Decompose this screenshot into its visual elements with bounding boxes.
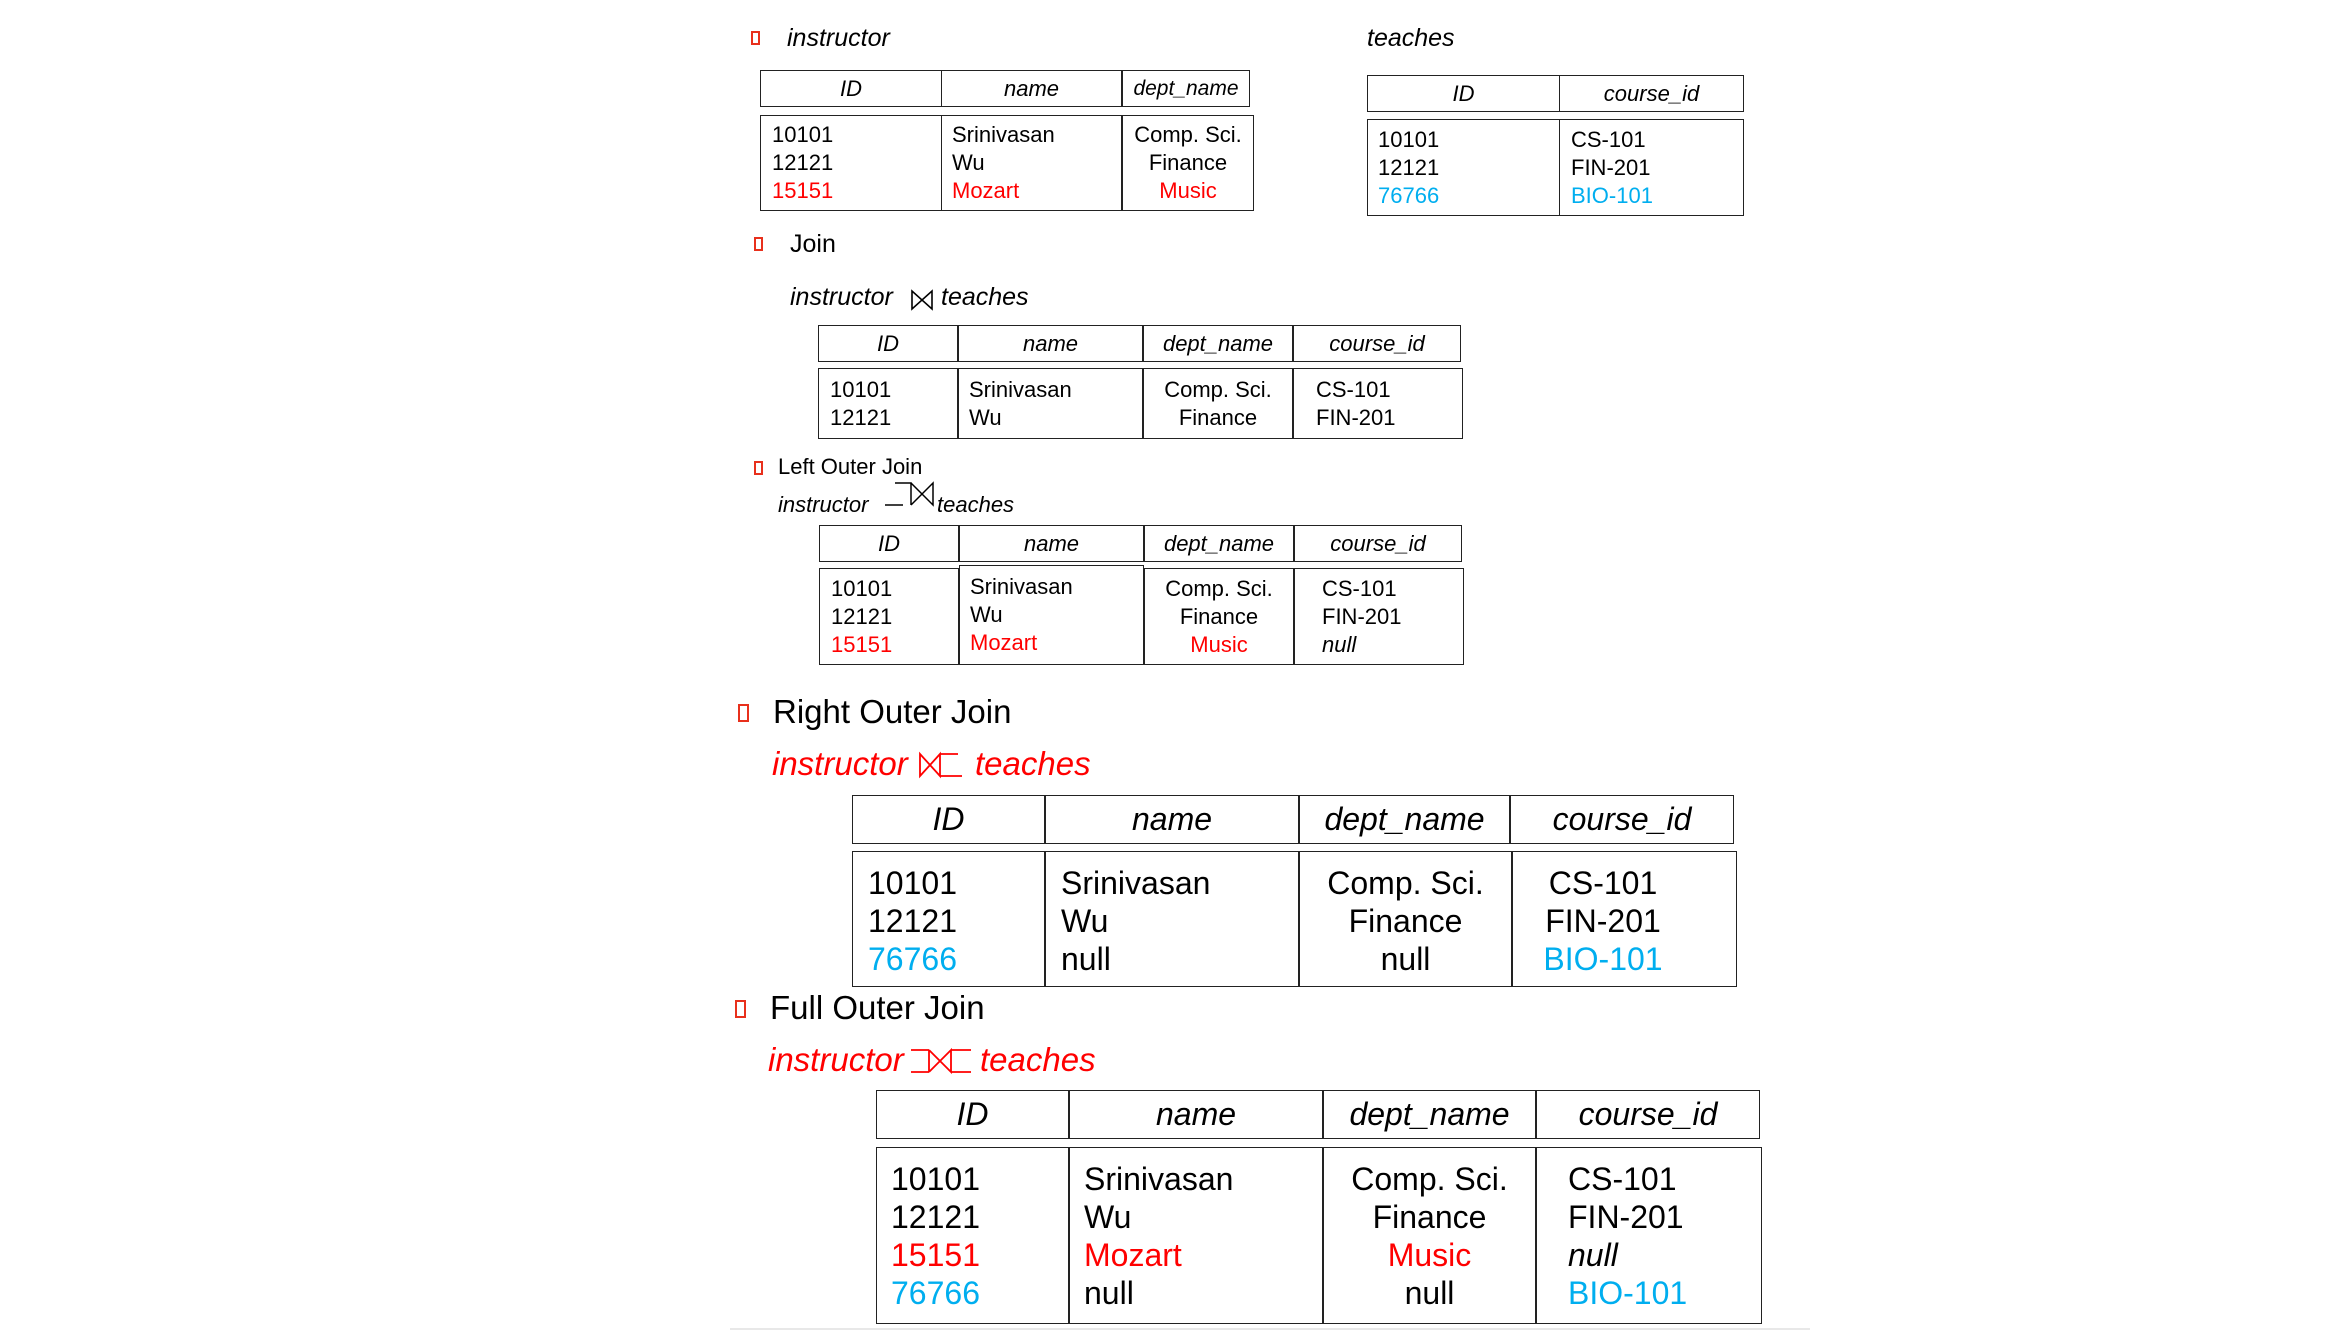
table-cell: Music [1159,178,1217,203]
table-cell: CS-101 [1568,1161,1677,1197]
full-outer-depts [1323,1160,1536,1312]
bullet-icon [754,237,763,251]
full-outer-courses [1568,1160,1687,1312]
table-cell: Music [1190,632,1248,657]
table-cell: Wu [970,602,1003,627]
join-header-dept: dept_name [1143,325,1293,362]
table-cell: Comp. Sci. [1164,377,1272,402]
left-outer-header-id: ID [819,525,959,562]
table-cell: 15151 [772,178,834,203]
table-cell: 76766 [868,941,957,977]
instructor-depts [1122,121,1254,205]
table-cell: 12121 [891,1199,980,1235]
table-cell: FIN-201 [1316,405,1396,430]
instructor-ids [772,121,833,205]
right-outer-expr-right: teaches [975,745,1091,782]
table-cell: 76766 [891,1275,980,1311]
table-cell: Wu [952,150,985,175]
full-outer-header-dept: dept_name [1323,1090,1536,1139]
table-cell: Mozart [952,178,1020,203]
left-outer-courses [1322,575,1401,659]
right-outer-header-dept: dept_name [1299,795,1510,844]
table-cell: null [1084,1275,1134,1311]
table-cell: CS-101 [1316,377,1391,402]
table-cell: Comp. Sci. [1351,1161,1508,1197]
teaches-ids [1378,126,1439,210]
join-names [969,376,1072,432]
left-outer-heading: Left Outer Join [778,454,923,479]
table-cell: Mozart [970,630,1038,655]
table-cell: 15151 [891,1237,980,1273]
table-cell: CS-101 [1548,865,1658,901]
instructor-header-id: ID [760,70,942,107]
join-header-name: name [958,325,1143,362]
full-outer-join-icon [909,1048,973,1074]
full-outer-header-course: course_id [1536,1090,1760,1139]
teaches-header-id: ID [1367,75,1560,112]
table-cell: 12121 [830,405,892,430]
join-depts [1143,376,1293,432]
bottom-divider [730,1328,1810,1330]
right-outer-courses [1512,864,1694,978]
table-cell: FIN-201 [1322,604,1402,629]
table-cell: Finance [1179,604,1259,629]
table-cell: 10101 [868,865,957,901]
table-cell: 12121 [772,150,834,175]
table-cell: Srinivasan [969,377,1072,402]
left-outer-expr-right: teaches [937,492,1015,517]
table-cell: FIN-201 [1545,903,1661,939]
full-outer-expr-right: teaches [980,1041,1096,1078]
table-cell: 10101 [1378,127,1440,152]
table-cell: Srinivasan [952,122,1055,147]
table-cell: Srinivasan [1061,865,1211,901]
full-outer-header-name: name [1069,1090,1323,1139]
table-cell: CS-101 [1322,576,1397,601]
table-cell: Wu [1061,903,1109,939]
left-outer-header-course: course_id [1294,525,1462,562]
table-cell: 10101 [831,576,893,601]
right-outer-header-name: name [1045,795,1299,844]
full-outer-heading: Full Outer Join [770,989,985,1026]
left-outer-depts [1144,575,1294,659]
bullet-icon [751,31,760,45]
table-cell: Finance [1178,405,1258,430]
join-header-course: course_id [1293,325,1461,362]
table-cell: Wu [1084,1199,1132,1235]
join-heading: Join [790,230,836,258]
table-cell: 10101 [830,377,892,402]
join-courses [1316,376,1395,432]
table-cell: Comp. Sci. [1134,122,1242,147]
teaches-courses [1571,126,1653,210]
left-outer-header-dept: dept_name [1144,525,1294,562]
right-outer-expr-left: instructor [772,745,908,782]
left-outer-ids [831,575,892,659]
teaches-header-course: course_id [1559,75,1744,112]
join-expr-left: instructor [790,283,893,311]
right-outer-ids [868,864,957,978]
instructor-header-name: name [941,70,1122,107]
table-cell: CS-101 [1571,127,1646,152]
table-cell: null [1568,1237,1618,1273]
right-outer-heading: Right Outer Join [773,693,1012,730]
table-cell: Mozart [1084,1237,1182,1273]
right-outer-header-id: ID [852,795,1045,844]
table-cell: 10101 [891,1161,980,1197]
table-cell: BIO-101 [1568,1275,1688,1311]
table-cell: 76766 [1378,183,1440,208]
table-cell: 15151 [831,632,893,657]
table-cell: null [1322,632,1357,657]
right-outer-names [1061,864,1210,978]
table-cell: 12121 [868,903,957,939]
right-outer-join-icon [918,752,964,778]
left-outer-header-name: name [959,525,1144,562]
instructor-header-dept: dept_name [1122,70,1250,107]
teaches-title: teaches [1367,24,1455,52]
full-outer-expr-left: instructor [768,1041,904,1078]
right-outer-header-course: course_id [1510,795,1734,844]
join-expr-right: teaches [941,283,1029,311]
table-cell: null [1061,941,1111,977]
table-cell: Finance [1148,150,1228,175]
table-cell: Srinivasan [970,574,1073,599]
left-outer-expr-left: instructor [778,492,869,517]
natural-join-icon [911,290,933,310]
table-cell: BIO-101 [1571,183,1653,208]
table-cell: Wu [969,405,1002,430]
table-cell: Comp. Sci. [1165,576,1273,601]
table-cell: 10101 [772,122,834,147]
bullet-icon [754,461,763,475]
table-cell: Music [1387,1237,1472,1273]
bullet-icon [735,1000,746,1018]
instructor-title: instructor [787,24,890,52]
instructor-names [952,121,1055,205]
table-cell: BIO-101 [1543,941,1663,977]
left-outer-join-icon [883,481,935,507]
left-outer-names [970,573,1073,657]
join-header-id: ID [818,325,958,362]
table-cell: 12121 [831,604,893,629]
bullet-icon [738,704,749,722]
right-outer-depts [1299,864,1512,978]
full-outer-names [1084,1160,1233,1312]
table-cell: FIN-201 [1568,1199,1684,1235]
table-cell: FIN-201 [1571,155,1651,180]
table-cell: Srinivasan [1084,1161,1234,1197]
full-outer-ids [891,1160,980,1312]
table-cell: Finance [1348,903,1463,939]
table-cell: null [1404,1275,1455,1311]
table-cell: Comp. Sci. [1327,865,1484,901]
table-cell: Finance [1372,1199,1487,1235]
table-cell: null [1380,941,1431,977]
table-cell: 12121 [1378,155,1440,180]
full-outer-header-id: ID [876,1090,1069,1139]
join-ids [830,376,891,432]
